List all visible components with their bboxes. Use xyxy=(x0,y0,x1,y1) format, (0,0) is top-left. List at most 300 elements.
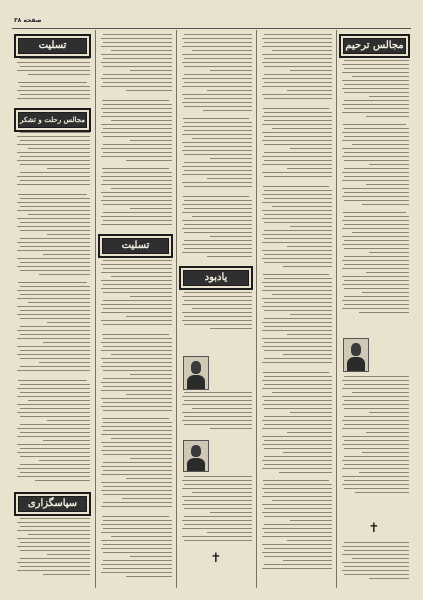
text-line-placeholder xyxy=(344,376,409,377)
text-line-placeholder xyxy=(344,550,409,551)
text-line-placeholder xyxy=(182,504,252,505)
text-line-placeholder xyxy=(344,542,409,543)
text-line-placeholder xyxy=(262,124,332,125)
text-line-placeholder xyxy=(342,260,409,261)
rule xyxy=(263,480,329,481)
text-line-placeholder xyxy=(20,230,91,231)
rule xyxy=(102,334,169,335)
text-line-placeholder xyxy=(103,454,172,455)
text-line-placeholder xyxy=(101,264,172,265)
text-line-placeholder xyxy=(103,520,172,521)
text-line-placeholder xyxy=(342,460,409,461)
portrait-photo xyxy=(183,440,209,472)
text-line-placeholder xyxy=(184,106,252,107)
text-line-placeholder xyxy=(352,558,409,559)
text-line-placeholder xyxy=(264,82,332,83)
text-line-placeholder xyxy=(47,234,91,235)
text-line-placeholder xyxy=(103,422,172,423)
text-line-placeholder xyxy=(287,334,332,335)
text-line-placeholder xyxy=(184,500,252,501)
text-line-placeholder xyxy=(210,236,252,237)
text-line-placeholder xyxy=(262,242,332,243)
text-line-placeholder xyxy=(103,128,172,129)
text-line-placeholder xyxy=(344,456,409,457)
text-line-placeholder xyxy=(17,338,90,339)
text-line-placeholder xyxy=(262,362,332,363)
text-line-placeholder xyxy=(47,420,91,421)
text-line-placeholder xyxy=(262,338,332,339)
text-line-placeholder xyxy=(344,296,409,297)
text-line-placeholder xyxy=(262,46,332,47)
rule xyxy=(102,516,169,517)
text-line-placeholder xyxy=(369,412,409,413)
text-line-placeholder xyxy=(264,278,332,279)
text-line-placeholder xyxy=(103,204,172,205)
text-line-placeholder xyxy=(184,74,252,75)
text-line-placeholder xyxy=(262,488,332,489)
text-line-placeholder xyxy=(20,132,91,133)
text-line-placeholder xyxy=(184,146,252,147)
text-line-placeholder xyxy=(342,276,409,277)
text-line-placeholder xyxy=(184,292,252,293)
text-line-placeholder xyxy=(264,532,332,533)
text-line-placeholder xyxy=(182,320,252,321)
text-line-placeholder xyxy=(342,228,409,229)
text-line-placeholder xyxy=(344,416,409,417)
text-line-placeholder xyxy=(17,468,90,469)
text-line-placeholder xyxy=(101,540,172,541)
column-2 xyxy=(95,30,175,588)
text-line-placeholder xyxy=(352,76,409,77)
text-line-placeholder xyxy=(264,42,332,43)
text-line-placeholder xyxy=(184,224,252,225)
text-line-placeholder xyxy=(369,96,409,97)
text-line-placeholder xyxy=(17,412,90,413)
text-line-placeholder xyxy=(262,528,332,529)
text-line-placeholder xyxy=(262,116,332,117)
text-line-placeholder xyxy=(43,254,90,255)
text-line-placeholder xyxy=(28,302,90,303)
text-line-placeholder xyxy=(264,302,332,303)
text-line-placeholder xyxy=(264,230,332,231)
text-line-placeholder xyxy=(290,226,332,227)
text-line-placeholder xyxy=(103,42,172,43)
text-line-placeholder xyxy=(103,74,172,75)
text-line-placeholder xyxy=(262,164,332,165)
text-line-placeholder xyxy=(262,290,332,291)
text-line-placeholder xyxy=(264,286,332,287)
text-line-placeholder xyxy=(103,220,172,221)
text-line-placeholder xyxy=(344,288,409,289)
text-line-placeholder xyxy=(39,274,90,275)
text-line-placeholder xyxy=(355,492,409,493)
text-line-placeholder xyxy=(103,528,172,529)
text-line-placeholder xyxy=(20,246,91,247)
text-line-placeholder xyxy=(39,362,90,363)
text-line-placeholder xyxy=(182,480,252,481)
text-line-placeholder xyxy=(17,152,90,153)
text-line-placeholder xyxy=(182,46,252,47)
text-line-placeholder xyxy=(342,404,409,405)
text-line-placeholder xyxy=(101,548,172,549)
rule xyxy=(18,82,87,83)
text-line-placeholder xyxy=(103,112,172,113)
text-line-placeholder xyxy=(264,136,332,137)
text-line-placeholder xyxy=(342,72,409,73)
rule xyxy=(102,100,169,101)
banner-gratitude-col1: سپاسگزاری xyxy=(14,492,91,516)
text-line-placeholder xyxy=(17,176,90,177)
text-line-placeholder xyxy=(20,222,91,223)
text-line-placeholder xyxy=(101,524,172,525)
text-line-placeholder xyxy=(342,112,409,113)
text-line-placeholder xyxy=(130,208,172,209)
text-line-placeholder xyxy=(182,252,252,253)
text-block xyxy=(99,104,172,164)
text-line-placeholder xyxy=(342,308,409,309)
text-line-placeholder xyxy=(290,412,332,413)
text-line-placeholder xyxy=(344,100,409,101)
text-line-placeholder xyxy=(344,248,409,249)
text-block xyxy=(260,112,332,182)
text-line-placeholder xyxy=(264,424,332,425)
text-line-placeholder xyxy=(20,416,91,417)
text-block xyxy=(15,286,90,376)
text-line-placeholder xyxy=(344,424,409,425)
text-line-placeholder xyxy=(342,444,409,445)
text-line-placeholder xyxy=(264,484,332,485)
text-line-placeholder xyxy=(111,276,172,277)
text-line-placeholder xyxy=(184,154,252,155)
text-line-placeholder xyxy=(264,376,332,377)
text-line-placeholder xyxy=(342,180,409,181)
text-line-placeholder xyxy=(103,268,172,269)
text-line-placeholder xyxy=(184,122,252,123)
text-line-placeholder xyxy=(103,34,172,35)
text-line-placeholder xyxy=(262,544,332,545)
text-line-placeholder xyxy=(207,178,252,179)
text-block xyxy=(340,376,409,496)
text-line-placeholder xyxy=(342,484,409,485)
text-line-placeholder xyxy=(264,214,332,215)
text-line-placeholder xyxy=(101,176,172,177)
text-line-placeholder xyxy=(264,508,332,509)
text-line-placeholder xyxy=(101,304,172,305)
rule xyxy=(18,380,87,381)
text-line-placeholder xyxy=(17,210,90,211)
text-line-placeholder xyxy=(262,468,332,469)
text-line-placeholder xyxy=(103,568,172,569)
text-line-placeholder xyxy=(342,570,409,571)
text-line-placeholder xyxy=(103,544,172,545)
text-line-placeholder xyxy=(344,566,409,567)
text-line-placeholder xyxy=(20,526,91,527)
text-line-placeholder xyxy=(182,102,252,103)
text-line-placeholder xyxy=(342,396,409,397)
text-line-placeholder xyxy=(262,258,332,259)
text-line-placeholder xyxy=(17,562,90,563)
text-line-placeholder xyxy=(130,296,172,297)
text-block xyxy=(99,34,172,96)
text-line-placeholder xyxy=(262,62,332,63)
text-line-placeholder xyxy=(184,392,252,393)
text-line-placeholder xyxy=(126,160,172,161)
text-line-placeholder xyxy=(101,108,172,109)
text-line-placeholder xyxy=(20,238,91,239)
text-line-placeholder xyxy=(366,432,409,433)
text-line-placeholder xyxy=(182,404,252,405)
text-line-placeholder xyxy=(17,538,90,539)
text-line-placeholder xyxy=(203,110,252,111)
text-line-placeholder xyxy=(184,524,252,525)
text-line-placeholder xyxy=(184,416,252,417)
text-line-placeholder xyxy=(103,470,172,471)
text-line-placeholder xyxy=(103,136,172,137)
text-line-placeholder xyxy=(290,70,332,71)
text-line-placeholder xyxy=(17,62,90,63)
text-line-placeholder xyxy=(130,374,172,375)
text-line-placeholder xyxy=(17,250,90,251)
rule xyxy=(183,196,249,197)
text-line-placeholder xyxy=(362,452,409,453)
text-line-placeholder xyxy=(344,200,409,201)
text-line-placeholder xyxy=(342,188,409,189)
text-line-placeholder xyxy=(210,158,252,159)
text-line-placeholder xyxy=(20,350,91,351)
text-line-placeholder xyxy=(20,448,91,449)
text-block xyxy=(260,34,332,104)
text-line-placeholder xyxy=(192,216,252,217)
text-line-placeholder xyxy=(103,212,172,213)
text-line-placeholder xyxy=(262,322,332,323)
text-line-placeholder xyxy=(192,308,252,309)
text-line-placeholder xyxy=(359,472,409,473)
text-line-placeholder xyxy=(207,90,252,91)
text-line-placeholder xyxy=(101,426,172,427)
text-line-placeholder xyxy=(103,58,172,59)
text-line-placeholder xyxy=(342,468,409,469)
text-block xyxy=(340,60,409,120)
text-block xyxy=(15,86,90,102)
text-line-placeholder xyxy=(17,298,90,299)
text-line-placeholder xyxy=(184,34,252,35)
text-line-placeholder xyxy=(20,358,91,359)
text-line-placeholder xyxy=(101,358,172,359)
text-line-placeholder xyxy=(111,354,172,355)
text-line-placeholder xyxy=(272,500,332,501)
text-block xyxy=(180,292,252,332)
text-line-placeholder xyxy=(262,250,332,251)
text-line-placeholder xyxy=(344,574,409,575)
text-line-placeholder xyxy=(39,460,90,461)
text-line-placeholder xyxy=(101,280,172,281)
rule xyxy=(263,186,329,187)
cross-icon: ✝ xyxy=(368,521,380,536)
text-line-placeholder xyxy=(344,464,409,465)
text-line-placeholder xyxy=(103,260,172,261)
text-line-placeholder xyxy=(362,204,409,205)
text-line-placeholder xyxy=(20,432,91,433)
text-line-placeholder xyxy=(101,382,172,383)
text-line-placeholder xyxy=(264,310,332,311)
text-line-placeholder xyxy=(344,440,409,441)
text-line-placeholder xyxy=(101,532,172,533)
text-line-placeholder xyxy=(184,476,252,477)
text-line-placeholder xyxy=(344,68,409,69)
text-line-placeholder xyxy=(342,428,409,429)
text-line-placeholder xyxy=(192,408,252,409)
text-line-placeholder xyxy=(264,152,332,153)
text-block xyxy=(15,58,90,78)
text-line-placeholder xyxy=(264,254,332,255)
text-line-placeholder xyxy=(17,90,90,91)
text-line-placeholder xyxy=(352,144,409,145)
portrait-photo xyxy=(343,338,369,372)
text-line-placeholder xyxy=(342,554,409,555)
text-line-placeholder xyxy=(182,296,252,297)
text-line-placeholder xyxy=(262,512,332,513)
text-line-placeholder xyxy=(264,416,332,417)
text-line-placeholder xyxy=(47,554,91,555)
text-line-placeholder xyxy=(182,142,252,143)
text-line-placeholder xyxy=(17,522,90,523)
text-line-placeholder xyxy=(20,164,91,165)
text-line-placeholder xyxy=(182,86,252,87)
text-line-placeholder xyxy=(366,116,409,117)
text-line-placeholder xyxy=(182,228,252,229)
text-line-placeholder xyxy=(207,256,252,257)
rule xyxy=(343,212,406,213)
text-line-placeholder xyxy=(262,282,332,283)
text-line-placeholder xyxy=(344,280,409,281)
text-line-placeholder xyxy=(262,202,332,203)
text-line-placeholder xyxy=(184,240,252,241)
text-line-placeholder xyxy=(101,62,172,63)
text-line-placeholder xyxy=(103,180,172,181)
text-line-placeholder xyxy=(20,180,91,181)
text-line-placeholder xyxy=(264,516,332,517)
text-line-placeholder xyxy=(17,184,90,185)
text-line-placeholder xyxy=(262,140,332,141)
text-line-placeholder xyxy=(344,408,409,409)
text-line-placeholder xyxy=(103,346,172,347)
text-line-placeholder xyxy=(111,438,172,439)
text-line-placeholder xyxy=(182,496,252,497)
text-block xyxy=(180,200,252,260)
column-3 xyxy=(176,30,255,588)
text-line-placeholder xyxy=(262,132,332,133)
text-line-placeholder xyxy=(17,452,90,453)
text-line-placeholder xyxy=(111,188,172,189)
text-line-placeholder xyxy=(182,126,252,127)
text-line-placeholder xyxy=(47,168,91,169)
text-line-placeholder xyxy=(182,182,252,183)
text-line-placeholder xyxy=(210,512,252,513)
text-line-placeholder xyxy=(20,156,91,157)
text-line-placeholder xyxy=(352,232,409,233)
text-line-placeholder xyxy=(184,170,252,171)
text-line-placeholder xyxy=(262,298,332,299)
text-line-placeholder xyxy=(182,488,252,489)
text-line-placeholder xyxy=(344,256,409,257)
text-line-placeholder xyxy=(342,88,409,89)
text-line-placeholder xyxy=(262,568,332,569)
text-line-placeholder xyxy=(101,442,172,443)
text-line-placeholder xyxy=(262,460,332,461)
text-line-placeholder xyxy=(210,328,252,329)
text-line-placeholder xyxy=(103,338,172,339)
text-line-placeholder xyxy=(122,498,172,499)
text-line-placeholder xyxy=(130,140,172,141)
text-line-placeholder xyxy=(47,322,91,323)
text-line-placeholder xyxy=(17,354,90,355)
text-line-placeholder xyxy=(184,316,252,317)
text-line-placeholder xyxy=(130,458,172,459)
text-line-placeholder xyxy=(103,300,172,301)
text-line-placeholder xyxy=(264,408,332,409)
text-block xyxy=(99,172,172,230)
text-line-placeholder xyxy=(130,70,172,71)
text-line-placeholder xyxy=(262,396,332,397)
rule xyxy=(102,418,169,419)
text-line-placeholder xyxy=(262,346,332,347)
text-line-placeholder xyxy=(264,222,332,223)
text-line-placeholder xyxy=(344,448,409,449)
rule xyxy=(263,274,329,275)
text-line-placeholder xyxy=(126,478,172,479)
text-line-placeholder xyxy=(352,392,409,393)
text-block xyxy=(180,392,252,432)
text-line-placeholder xyxy=(184,300,252,301)
text-line-placeholder xyxy=(103,430,172,431)
text-line-placeholder xyxy=(264,492,332,493)
text-line-placeholder xyxy=(17,530,90,531)
text-line-placeholder xyxy=(17,444,90,445)
text-line-placeholder xyxy=(264,34,332,35)
text-line-placeholder xyxy=(287,168,332,169)
text-line-placeholder xyxy=(344,488,409,489)
text-line-placeholder xyxy=(264,456,332,457)
text-line-placeholder xyxy=(344,152,409,153)
text-line-placeholder xyxy=(20,66,91,67)
text-line-placeholder xyxy=(103,494,172,495)
text-line-placeholder xyxy=(17,370,90,371)
text-line-placeholder xyxy=(101,366,172,367)
text-line-placeholder xyxy=(126,576,172,577)
text-line-placeholder xyxy=(342,546,409,547)
text-line-placeholder xyxy=(184,508,252,509)
text-block xyxy=(15,132,90,190)
text-line-placeholder xyxy=(192,50,252,51)
text-line-placeholder xyxy=(182,78,252,79)
text-line-placeholder xyxy=(103,370,172,371)
text-line-placeholder xyxy=(43,342,90,343)
text-line-placeholder xyxy=(262,94,332,95)
text-line-placeholder xyxy=(17,476,90,477)
text-line-placeholder xyxy=(43,574,90,575)
text-block xyxy=(180,476,252,546)
text-line-placeholder xyxy=(262,536,332,537)
page-number: صفحه ۳۸ xyxy=(14,17,42,24)
text-line-placeholder xyxy=(182,38,252,39)
text-line-placeholder xyxy=(342,388,409,389)
text-line-placeholder xyxy=(101,46,172,47)
text-line-placeholder xyxy=(264,448,332,449)
text-line-placeholder xyxy=(290,520,332,521)
text-line-placeholder xyxy=(264,326,332,327)
text-line-placeholder xyxy=(17,428,90,429)
text-line-placeholder xyxy=(182,204,252,205)
